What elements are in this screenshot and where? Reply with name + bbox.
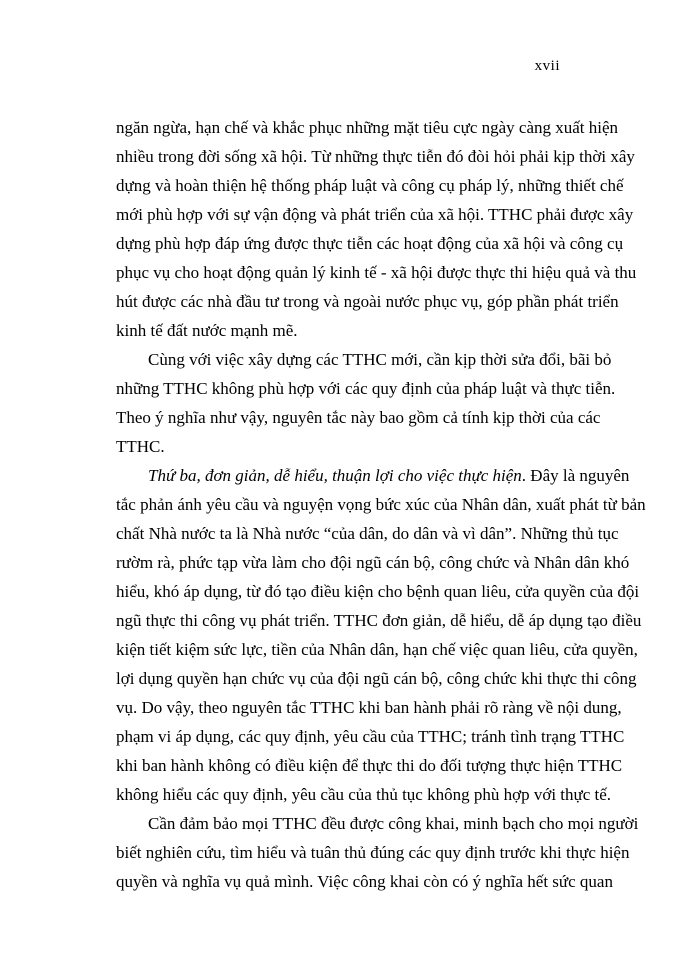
text-line: hiểu, khó áp dụng, từ đó tạo điều kiện cho bệnh quan liêu, cửa quyền của đội	[116, 582, 640, 601]
text-line: hút được các nhà đầu tư trong và ngoài nước phục vụ, góp phần phát triển	[116, 292, 619, 311]
text-line: dựng phù hợp đáp ứng được thực tiễn các hoạt động của xã hội và công cụ	[116, 234, 624, 253]
text-line: rườm rà, phức tạp vừa làm cho đội ngũ cán bộ, công chức và Nhân dân khó	[116, 553, 630, 572]
text-line: chất Nhà nước ta là Nhà nước “của dân, do dân và vì dân”. Những thủ tục	[116, 524, 619, 543]
text-line: Theo ý nghĩa như vậy, nguyên tắc này bao gồm cả tính kịp thời của các	[116, 408, 601, 427]
text-line: phạm vi áp dụng, các quy định, yêu cầu của TTHC; tránh tình trạng TTHC	[116, 727, 625, 746]
text-line: ngũ thực thi công vụ phát triển. TTHC đơn giản, dễ hiểu, dễ áp dụng tạo điều	[116, 611, 642, 630]
text-line: biết nghiên cứu, tìm hiểu và tuân thủ đúng các quy định trước khi thực hiện	[116, 843, 630, 862]
text-line: tắc phản ánh yêu cầu và nguyện vọng bức xúc của Nhân dân, xuất phát từ bản	[116, 495, 646, 514]
paragraph-first-line: Thứ ba, đơn giản, dễ hiểu, thuận lợi cho việc thực hiện. Đây là nguyên	[148, 466, 630, 485]
text-line: kiện tiết kiệm sức lực, tiền của Nhân dân, hạn chế việc quan liêu, cửa quyền,	[116, 640, 638, 659]
text-line: ngăn ngừa, hạn chế và khắc phục những mặt tiêu cực ngày càng xuất hiện	[116, 118, 619, 137]
text-line: dựng và hoàn thiện hệ thống pháp luật và công cụ pháp lý, những thiết chế	[116, 176, 624, 195]
text-line: những TTHC không phù hợp với các quy định của pháp luật và thực tiễn.	[116, 379, 616, 398]
text-line: nhiều trong đời sống xã hội. Từ những thực tiễn đó đòi hỏi phải kịp thời xây	[116, 147, 635, 166]
principle-heading: Thứ ba, đơn giản, dễ hiểu, thuận lợi cho việc thực hiện	[148, 466, 522, 485]
text-line: quyền và nghĩa vụ quả mình. Việc công khai còn có ý nghĩa hết sức quan	[116, 872, 613, 891]
paragraph-first-line: Cần đảm bảo mọi TTHC đều được công khai, minh bạch cho mọi người	[148, 814, 639, 833]
text-line: không hiểu các quy định, yêu cầu của thủ tục không phù hợp với thực tế.	[116, 785, 612, 804]
text-line: kinh tế đất nước mạnh mẽ.	[116, 321, 298, 340]
page-number: xvii	[534, 58, 560, 74]
text-line: phục vụ cho hoạt động quản lý kinh tế - xã hội được thực thi hiệu quả và thu	[116, 263, 637, 282]
text-line: TTHC.	[116, 437, 165, 456]
text-line: mới phù hợp với sự vận động và phát triển của xã hội. TTHC phải được xây	[116, 205, 634, 224]
text-line: lợi dụng quyền hạn chức vụ của đội ngũ cán bộ, công chức khi thực thi công	[116, 669, 637, 688]
text-line: vụ. Do vậy, theo nguyên tắc TTHC khi ban hành phải rõ ràng về nội dung,	[116, 698, 622, 717]
text-line: khi ban hành không có điều kiện để thực thi do đối tượng thực hiện TTHC	[116, 756, 623, 775]
paragraph-first-line: Cùng với việc xây dựng các TTHC mới, cần kịp thời sửa đổi, bãi bỏ	[148, 350, 612, 369]
